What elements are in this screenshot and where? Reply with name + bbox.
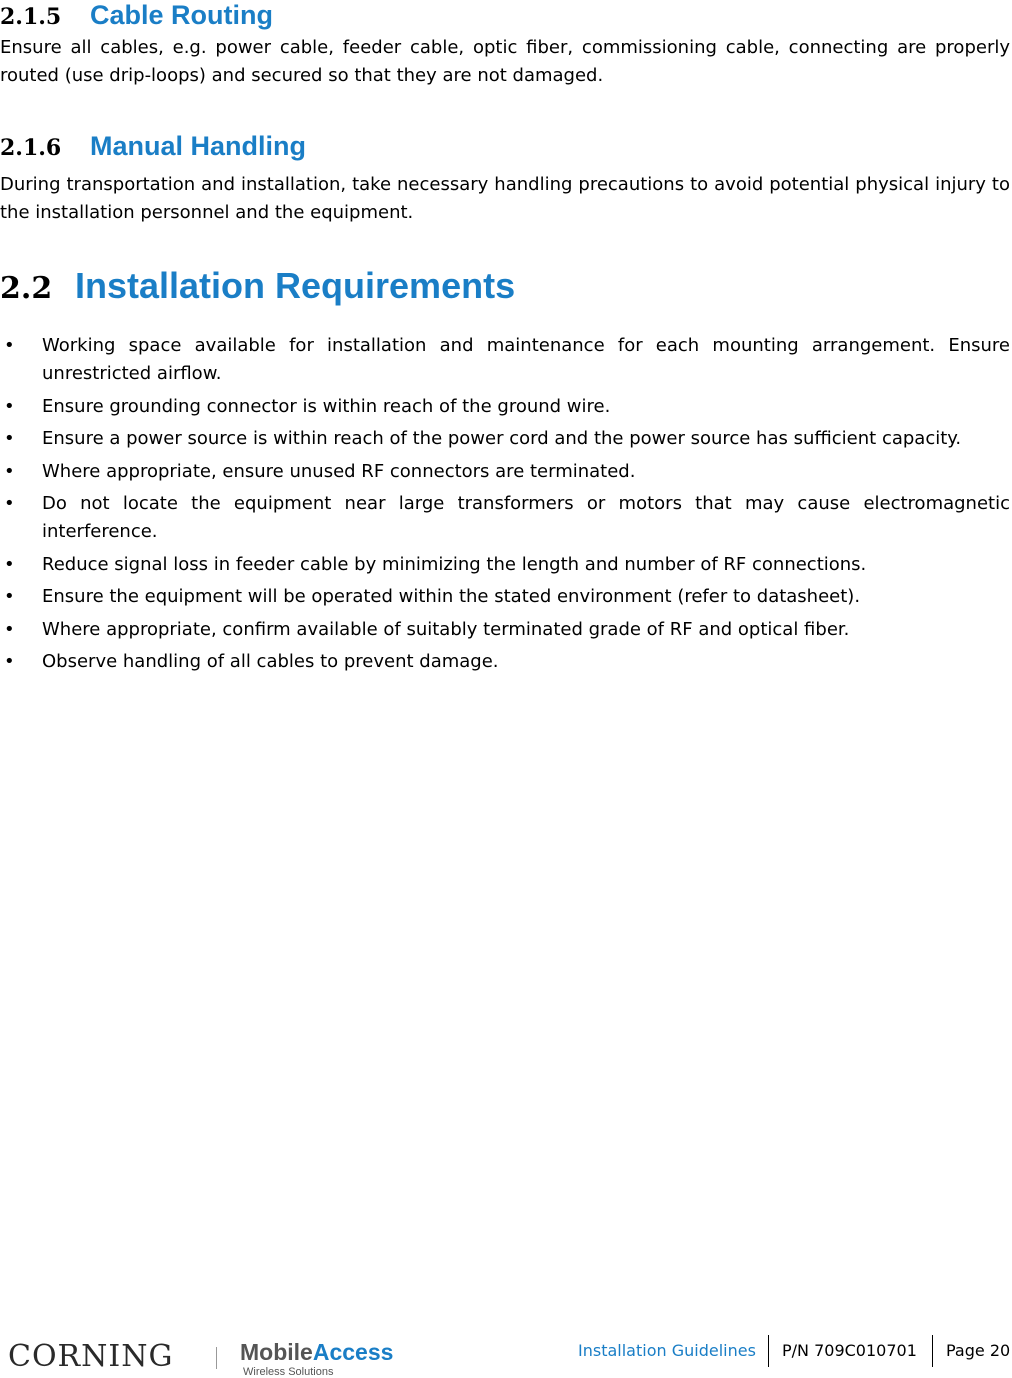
section-title: Installation Requirements bbox=[75, 265, 516, 306]
list-item-text: Where appropriate, ensure unused RF connectors are terminated. bbox=[42, 460, 636, 482]
list-item bbox=[0, 583, 1010, 611]
mobileaccess-logo bbox=[240, 1339, 393, 1366]
bullet-icon: • bbox=[4, 428, 15, 449]
list-item-text: Reduce signal loss in feeder cable by minimizing the length and number of RF connections. bbox=[42, 553, 867, 575]
list-item bbox=[0, 648, 1010, 676]
footer-part-number: P/N 709C010701 bbox=[782, 1341, 917, 1360]
corning-logo: CORNING bbox=[8, 1339, 174, 1374]
list-item bbox=[0, 393, 1010, 421]
section-number: 2.1.6 bbox=[0, 135, 62, 161]
logo-tagline: Wireless Solutions bbox=[243, 1366, 334, 1378]
list-item bbox=[0, 616, 1010, 644]
list-item-text: Working space available for installation and maintenance for each mounting arrangement. Ensure unrestricted airflow. bbox=[42, 335, 1010, 384]
bullet-icon: • bbox=[4, 553, 15, 575]
bullet-icon: • bbox=[4, 460, 15, 482]
list-item bbox=[0, 458, 1010, 486]
list-item bbox=[0, 425, 1010, 453]
footer-page-number: Page 20 bbox=[946, 1341, 1011, 1360]
list-item-text: Where appropriate, confirm available of suitably terminated grade of RF and optical fiber. bbox=[42, 618, 850, 640]
list-item-text: Do not locate the equipment near large transformers or motors that may cause electromagnetic interference. bbox=[42, 493, 1010, 542]
section-heading-2-1-6 bbox=[0, 131, 306, 162]
logo-mobile-text: Mobile bbox=[240, 1339, 313, 1365]
logo-access-text: Access bbox=[312, 1339, 394, 1365]
section-number: 2.1.5 bbox=[0, 4, 62, 30]
list-item-text: Observe handling of all cables to prevent damage. bbox=[42, 651, 499, 672]
manual-handling-paragraph: During transportation and installation, take necessary handling precautions to avoid potential physical injury to the installation personnel and the equipment. bbox=[0, 174, 1010, 223]
list-item-text: Ensure a power source is within reach of the power cord and the power source has sufficient capacity. bbox=[42, 428, 962, 449]
list-item-text: Ensure grounding connector is within reach of the ground wire. bbox=[42, 395, 611, 417]
bullet-icon: • bbox=[4, 618, 15, 640]
page-footer bbox=[0, 1335, 1012, 1378]
list-item bbox=[0, 551, 1010, 579]
footer-divider bbox=[768, 1335, 769, 1367]
list-item bbox=[0, 490, 1010, 546]
footer-divider bbox=[932, 1335, 933, 1367]
bullet-icon: • bbox=[4, 395, 15, 417]
section-number: 2.2 bbox=[0, 271, 53, 306]
section-heading-2-2 bbox=[0, 265, 515, 307]
bullet-icon: • bbox=[4, 586, 15, 607]
bullet-icon: • bbox=[4, 335, 15, 356]
list-item bbox=[0, 332, 1010, 388]
list-item-text: Ensure the equipment will be operated within the stated environment (refer to datasheet). bbox=[42, 586, 861, 607]
logo-divider bbox=[216, 1347, 217, 1369]
section-title: Manual Handling bbox=[90, 131, 306, 161]
bullet-icon: • bbox=[4, 651, 15, 672]
section-title: Cable Routing bbox=[90, 0, 273, 30]
installation-requirements-list bbox=[0, 332, 1010, 681]
cable-routing-paragraph: Ensure all cables, e.g. power cable, feeder cable, optic fiber, commissioning cable, connecting are properly routed (use drip-loops) and secured so that they are not damaged. bbox=[0, 37, 1010, 86]
footer-guide-title: Installation Guidelines bbox=[578, 1341, 756, 1360]
bullet-icon: • bbox=[4, 493, 15, 514]
section-heading-2-1-5 bbox=[0, 0, 273, 31]
